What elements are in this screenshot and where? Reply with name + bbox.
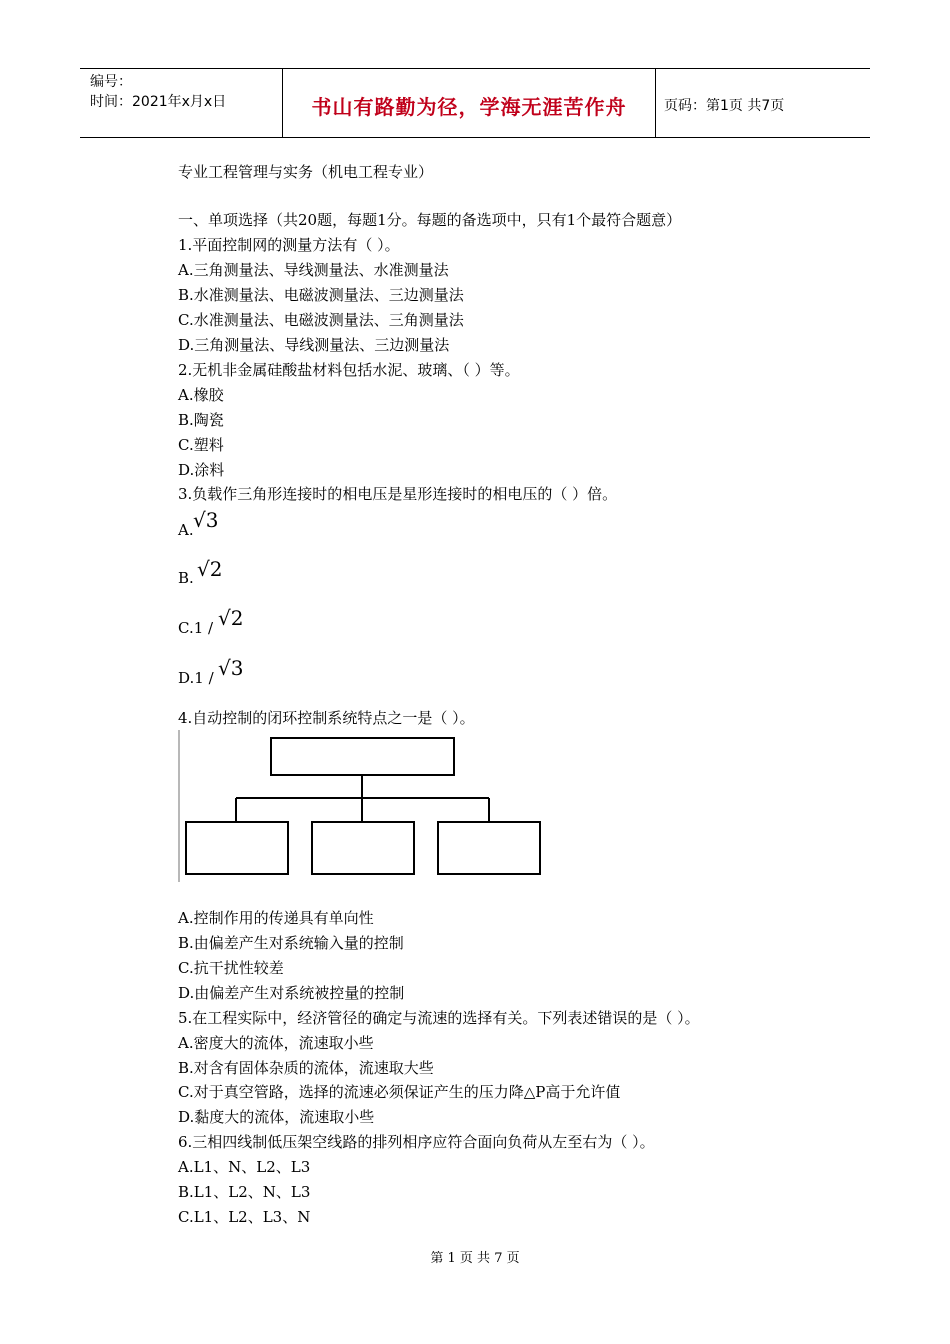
section-heading: 一、单项选择（共20题，每题1分。每题的备选项中，只有1个最符合题意） (178, 211, 682, 229)
option-1c: C.水准测量法、电磁波测量法、三角测量法 (178, 311, 464, 329)
option-3d: D.1 / (178, 669, 214, 687)
option-1a: A.三角测量法、导线测量法、水准测量法 (178, 261, 449, 279)
block-diagram (178, 730, 548, 882)
option-4b: B.由偏差产生对系统输入量的控制 (178, 934, 404, 952)
option-2d: D.涂料 (178, 461, 225, 479)
header-meta-cell (80, 69, 282, 137)
question-3: 3.负载作三角形连接时的相电压是星形连接时的相电压的（ ）倍。 (178, 485, 618, 503)
question-5: 5.在工程实际中，经济管径的确定与流速的选择有关。下列表述错误的是（ ）。 (178, 1009, 700, 1027)
number-label: 编号： (90, 74, 132, 90)
option-1b: B.水准测量法、电磁波测量法、三边测量法 (178, 286, 464, 304)
option-5b: B.对含有固体杂质的流体，流速取大些 (178, 1059, 434, 1077)
question-4: 4.自动控制的闭环控制系统特点之一是（ ）。 (178, 709, 475, 727)
option-5c: C.对于真空管路，选择的流速必须保证产生的压力降△P高于允许值 (178, 1083, 621, 1101)
page-footer: 第 1 页 共 7 页 (430, 1251, 520, 1266)
option-3c-math: √2 (218, 606, 244, 630)
header-page-cell (654, 69, 870, 137)
diagram-left-border (178, 730, 180, 882)
header-table (80, 68, 870, 138)
option-4a: A.控制作用的传递具有单向性 (178, 909, 374, 927)
diagram-top-box (271, 738, 454, 775)
option-2b: B.陶瓷 (178, 411, 224, 429)
option-6a: A.L1、N、L2、L3 (178, 1158, 311, 1176)
question-1: 1.平面控制网的测量方法有（ ）。 (178, 236, 400, 254)
option-5a: A.密度大的流体，流速取小些 (178, 1034, 374, 1052)
question-2: 2.无机非金属硅酸盐材料包括水泥、玻璃、（ ）等。 (178, 361, 520, 379)
diagram-right-box (438, 822, 540, 874)
option-2c: C.塑料 (178, 436, 224, 454)
page-label: 页码：第1页 共7页 (664, 98, 785, 114)
motto: 书山有路勤为径，学海无涯苦作舟 (311, 95, 627, 119)
option-3a: A. (178, 521, 194, 539)
option-3b-math: √2 (197, 557, 223, 581)
option-3a-math: √3 (193, 508, 219, 532)
option-4d: D.由偏差产生对系统被控量的控制 (178, 984, 405, 1002)
option-3c: C.1 / (178, 619, 214, 637)
option-5d: D.黏度大的流体，流速取小些 (178, 1108, 375, 1126)
header-motto-cell (282, 69, 656, 137)
option-3d-math: √3 (218, 656, 244, 680)
doc-title: 专业工程管理与实务（机电工程专业） (178, 163, 434, 181)
option-6b: B.L1、L2、N、L3 (178, 1183, 311, 1201)
option-2a: A.橡胶 (178, 386, 224, 404)
option-1d: D.三角测量法、导线测量法、三边测量法 (178, 336, 450, 354)
option-6c: C.L1、L2、L3、N (178, 1208, 311, 1226)
question-6: 6.三相四线制低压架空线路的排列相序应符合面向负荷从左至右为（ ）。 (178, 1133, 655, 1151)
diagram-left-box (186, 822, 288, 874)
diagram-middle-box (312, 822, 414, 874)
time-label: 时间：2021年x月x日 (90, 94, 227, 110)
option-3b: B. (178, 569, 194, 587)
option-4c: C.抗干扰性较差 (178, 959, 284, 977)
